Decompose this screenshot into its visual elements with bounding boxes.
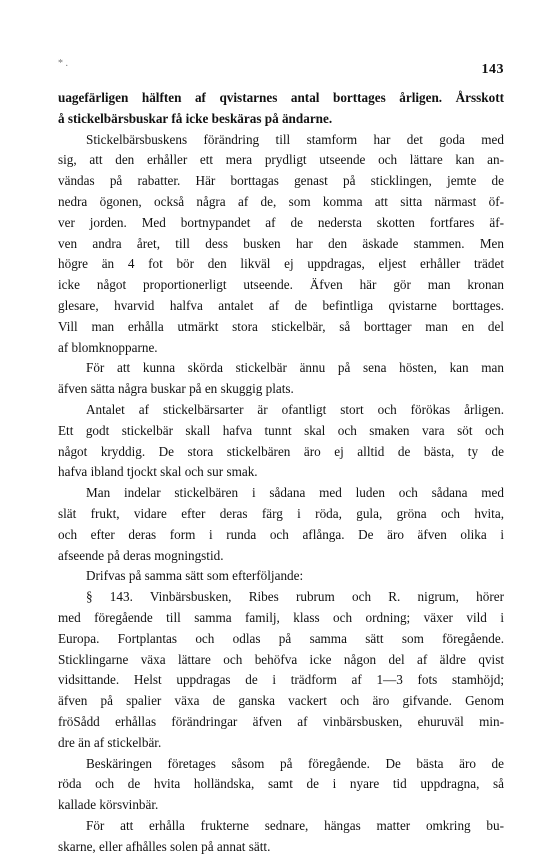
text-line: Man indelar stickelbären i sådana med luden och sådana med xyxy=(86,485,504,501)
text-line: Antalet af stickelbärsarter är ofantligt stort och förökas årligen. xyxy=(86,401,504,417)
text-line: Drifvas på samma sätt som efterföljande: xyxy=(86,568,304,584)
text-line: och efter deras form i runda och aflånga. De äro äfven olika i xyxy=(58,526,504,542)
text-line: slät frukt, vidare efter deras färg i röda, gula, gröna och hvita, xyxy=(58,505,504,521)
text-line: uagefärligen hälften af qvistarnes antal borttages årligen. Årsskott xyxy=(58,90,504,105)
text-line: Beskäringen företages såsom på föregående. De bästa äro de xyxy=(86,755,504,771)
text-line: af blomknopparne. xyxy=(58,339,158,355)
text-line: Europa. Fortplantas och odlas på samma sätt som föregående. xyxy=(58,630,504,646)
text-line: röda och de hvita holländska, samt de i nyare tid uppdragna, så xyxy=(58,776,504,792)
text-line: å stickelbärsbuskar få icke beskäras på ändarne. xyxy=(58,110,333,126)
text-line: högre än 4 fot bör den likväl ej uppdragas, eljest erhåller trädet xyxy=(58,256,504,272)
text-line: fröSådd erhållas förändringar äfven af vinbärsbusken, ehuruväl min- xyxy=(58,713,504,729)
text-line: nedra ögonen, också några af de, som komma att sitta närmast öf- xyxy=(58,193,504,209)
text-line: Vill man erhålla utmärkt stora stickelbär, så borttager man en del xyxy=(58,318,504,334)
text-line: afseende på deras mogningstid. xyxy=(58,547,224,563)
text-line: Ett godt stickelbär skall hafva tunnt skal och smaken vara söt och xyxy=(58,422,504,438)
text-line: glesare, hvarvid halfva antalet af de befintliga qvistarne borttages. xyxy=(58,297,504,313)
text-line: vidsittande. Helst uppdragas de i trädform af 1—3 fots stamhöjd; xyxy=(58,672,504,688)
page-number: 143 xyxy=(481,62,504,77)
stray-print-mark: * . xyxy=(58,58,68,69)
text-line: äfven på spalier växa de ganska vackert och äro gifvande. Genom xyxy=(58,693,504,709)
text-line: ven andra året, till dess busken har den äskade stammen. Men xyxy=(58,235,504,251)
body-text xyxy=(58,88,504,857)
text-line: något kryddig. De stora stickelbären äro ej alltid de bästa, ty de xyxy=(58,443,504,459)
text-line: hafva ibland tjockt skal och sur smak. xyxy=(58,464,258,480)
text-line: icke något proportionerligt utseende. Äfven här gör man kronan xyxy=(58,277,504,293)
text-line: Stickelbärsbuskens förändring till stamform har det goda med xyxy=(86,131,504,147)
text-line: vändas på rabatter. Här borttagas genast på sticklingen, jemte de xyxy=(58,173,504,189)
text-line: kallade körsvinbär. xyxy=(58,797,159,813)
text-line: sig, att den erhåller ett mera prydligt utseende och lättare kan an- xyxy=(58,152,504,168)
text-line: ver jorden. Med bortnypandet af de nedersta skotten fortfares äf- xyxy=(58,214,504,230)
text-line: äfven sätta några buskar på en skuggig plats. xyxy=(58,381,294,397)
text-line: För att erhålla frukterne sednare, hängas matter omkring bu- xyxy=(86,817,504,833)
text-line: § 143. Vinbärsbusken, Ribes rubrum och R. nigrum, hörer xyxy=(86,589,504,605)
text-line: För att kunna skörda stickelbär ännu på sena hösten, kan man xyxy=(86,360,504,376)
text-line: dre än af stickelbär. xyxy=(58,734,162,750)
text-line: Sticklingarne växa lättare och behöfva icke någon del af äldre qvist xyxy=(58,651,504,667)
text-line: med föregående till samma familj, klass och ordning; växer vild i xyxy=(58,609,504,625)
text-line: skarne, eller afhålles solen på annat sätt. xyxy=(58,838,271,854)
